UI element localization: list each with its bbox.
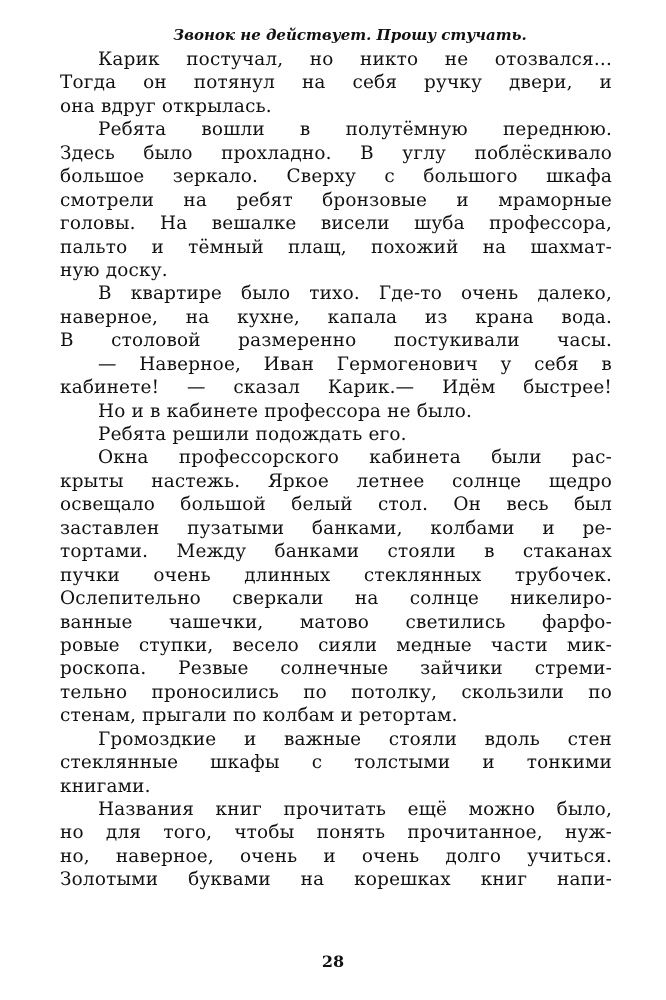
text-line: кабинете! — сказал Карик.— Идём быстрее! (60, 377, 612, 399)
text-line: стеклянные шкафы с толстыми и тонкими (60, 752, 612, 774)
section-heading: Звонок не действует. Прошу стучать. (173, 26, 527, 44)
text-line: ровые ступки, весело сияли медные части мик- (60, 634, 612, 656)
text-line: Ослепительно сверкали на солнце никелиро- (60, 588, 612, 610)
text-line: Названия книг прочитать ещё можно было, (98, 799, 612, 820)
text-line: стенам, прыгали по колбам и ретортам. (60, 705, 458, 727)
text-line: она вдруг открылась. (60, 95, 272, 117)
text-line: головы. На вешалке висели шуба профессора, (60, 213, 612, 235)
body-text (60, 48, 612, 892)
text-line: В квартире было тихо. Где-то очень далеко, (98, 283, 612, 305)
text-line: — Наверное, Иван Гермогенович у себя в (98, 353, 612, 375)
text-line: ванные чашечки, матово светились фарфо- (60, 611, 612, 633)
text-line: Ребята вошли в полутёмную переднюю. (98, 119, 612, 141)
text-line: Окна профессорского кабинета были рас- (98, 447, 612, 469)
text-line: пальто и тёмный плащ, похожий на шахмат- (60, 236, 612, 258)
page-number: 28 (321, 952, 345, 971)
text-line: но, наверное, очень и очень долго учиться. (60, 845, 612, 867)
text-line: роскопа. Резвые солнечные зайчики стреми- (60, 658, 612, 680)
text-line: Карик постучал, но никто не отозвался... (98, 49, 612, 70)
text-line: ную доску. (60, 259, 168, 281)
text-line: большое зеркало. Сверху с большого шкафа (60, 166, 612, 188)
text-line: книгами. (60, 775, 151, 797)
text-line: но для того, чтобы понять прочитанное, нуж- (60, 822, 612, 844)
text-line: заставлен пузатыми банками, колбами и ре- (60, 517, 612, 539)
text-line: тортами. Между банками стояли в стаканах (60, 541, 612, 563)
text-line: тельно проносились по потолку, скользили по (60, 681, 612, 703)
text-line: крыты настежь. Яркое летнее солнце щедро (60, 470, 612, 492)
text-line: Здесь было прохладно. В углу поблёскивало (60, 142, 612, 164)
text-line: Громоздкие и важные стояли вдоль стен (98, 728, 612, 750)
text-line: Ребята решили подождать его. (98, 424, 407, 445)
text-line: Но и в кабинете профессора не было. (98, 400, 473, 422)
text-line: наверное, на кухне, капала из крана вода. (60, 306, 612, 328)
text-line: Золотыми буквами на корешках книг напи- (60, 869, 612, 891)
text-line: смотрели на ребят бронзовые и мраморные (60, 189, 612, 211)
text-line: Тогда он потянул на себя ручку двери, и (60, 72, 612, 94)
text-line: В столовой размеренно постукивали часы. (60, 330, 612, 352)
text-line: пучки очень длинных стеклянных трубочек. (60, 564, 612, 586)
text-line: освещало большой белый стол. Он весь был (60, 494, 612, 516)
book-page (60, 24, 612, 892)
